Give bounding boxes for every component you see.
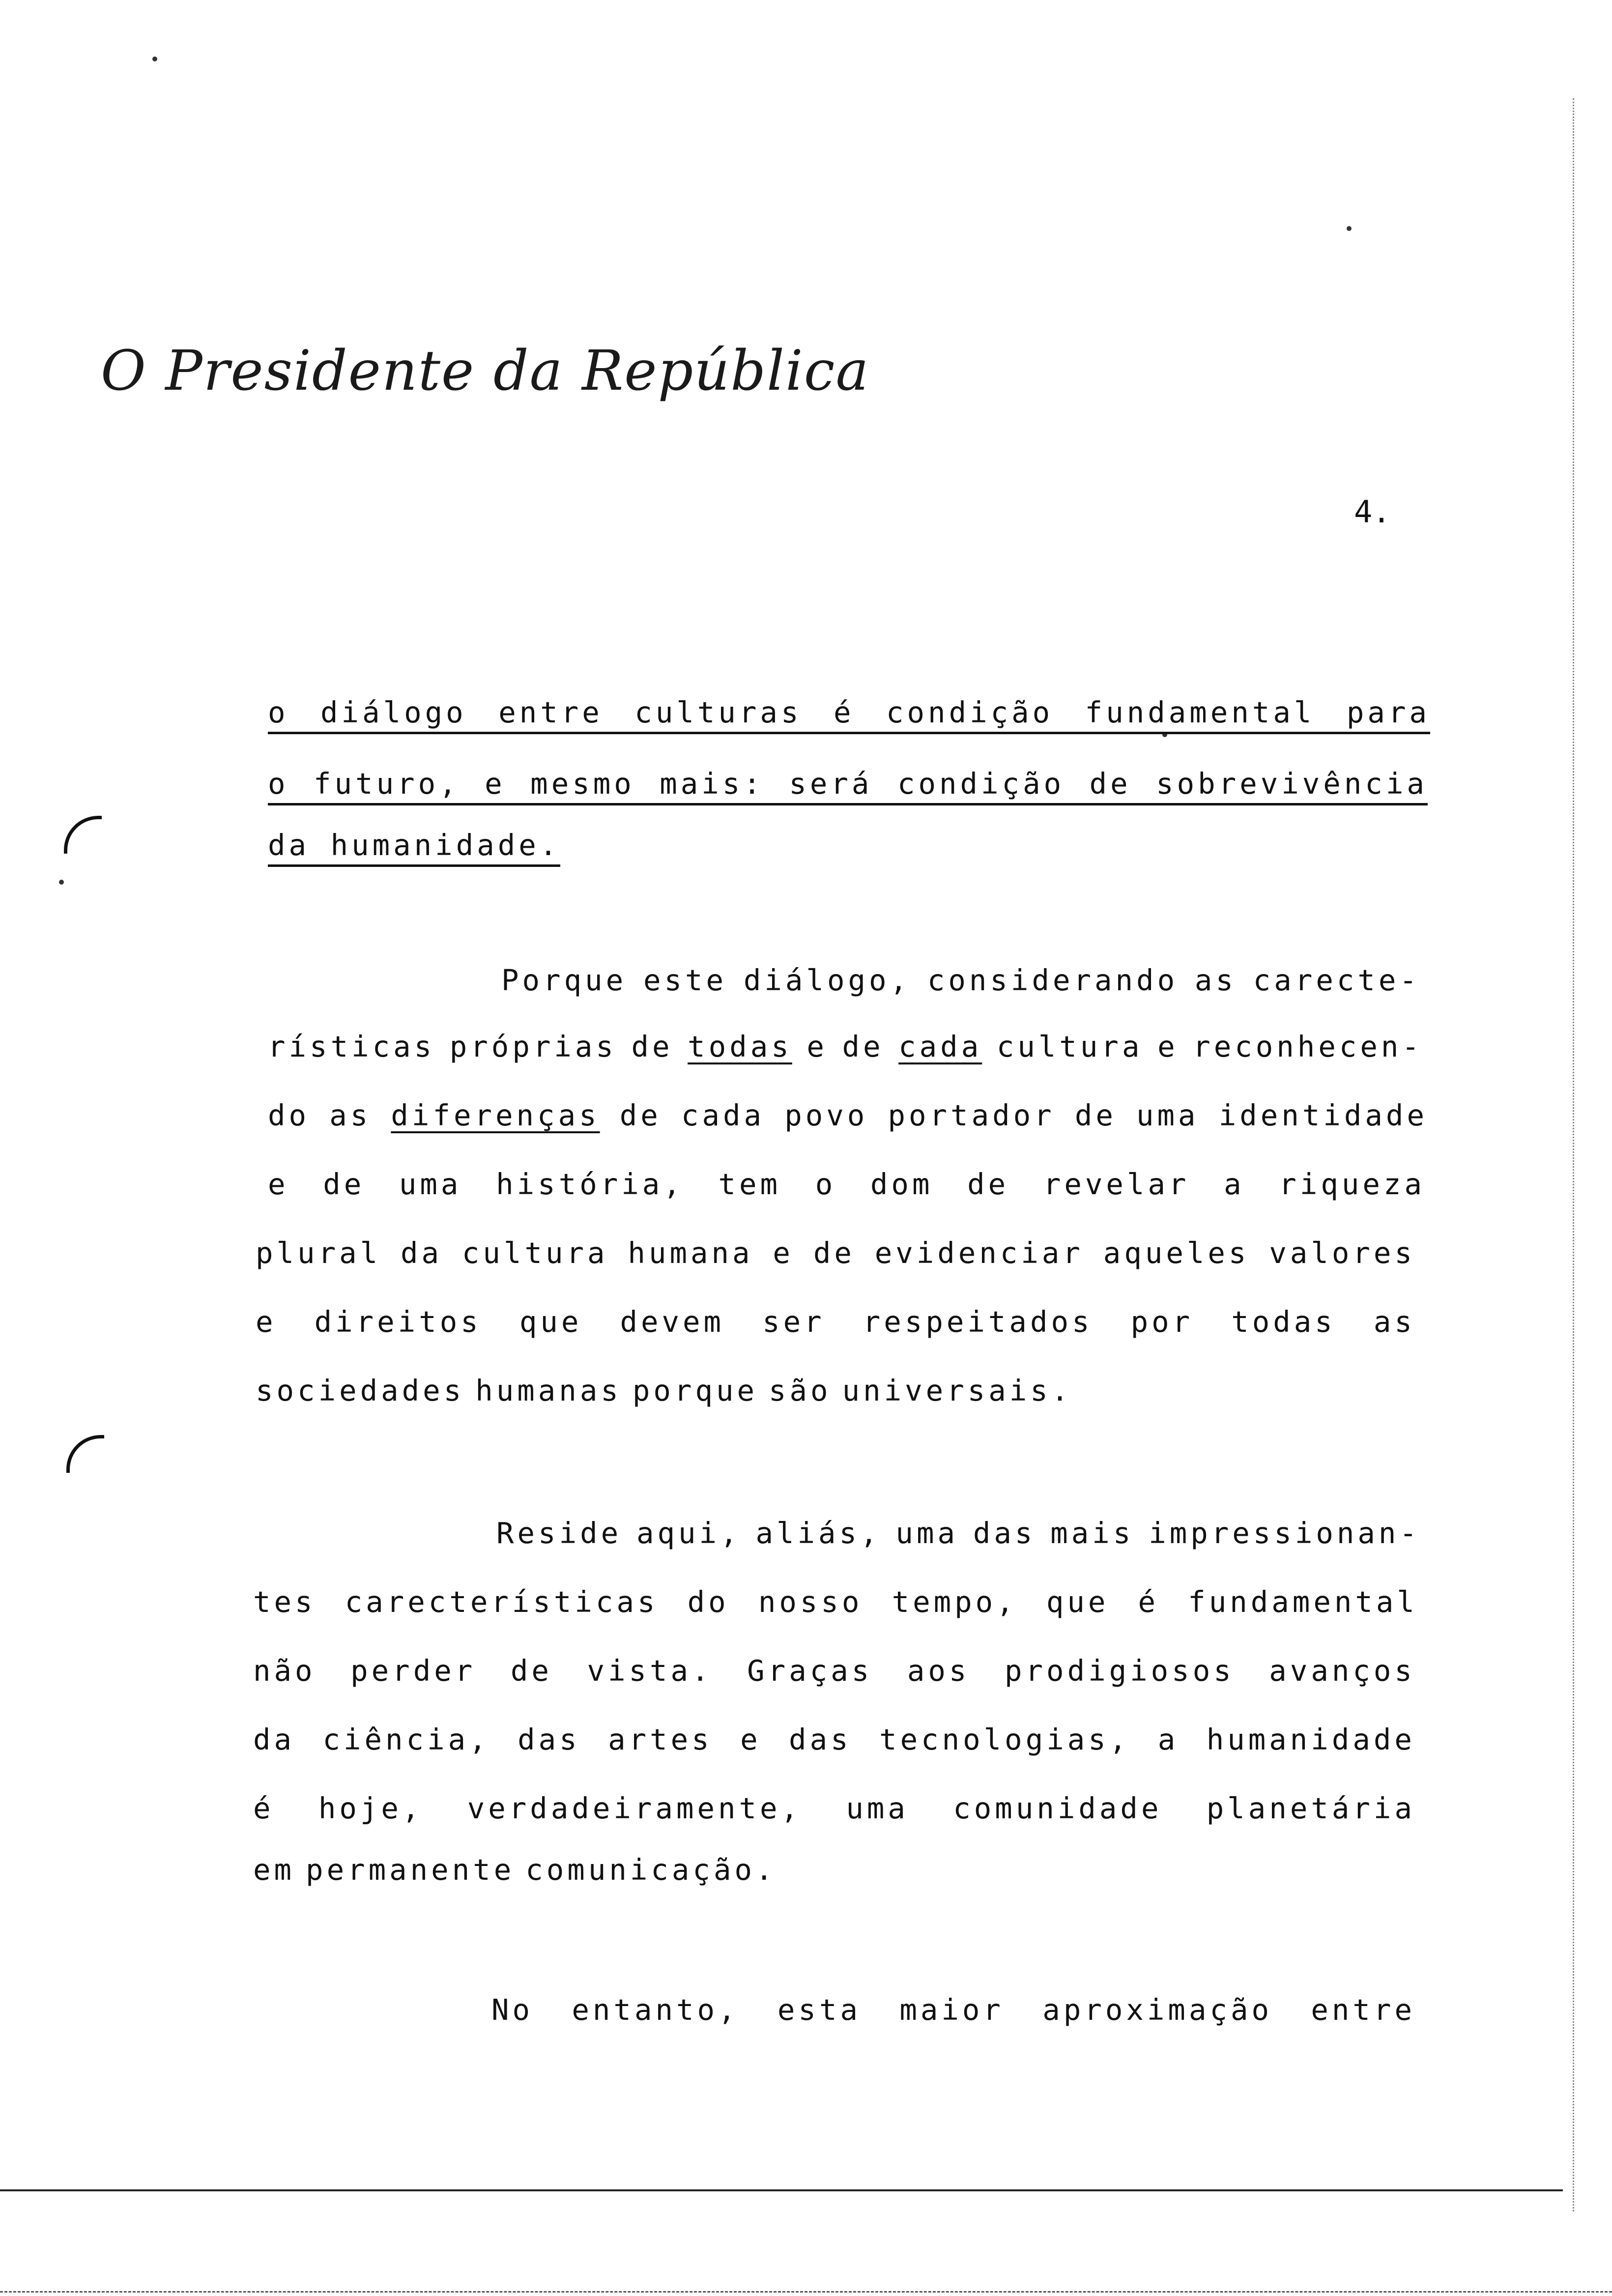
text-line: rísticas próprias de todas e de cada cultura e reconhecen- [268, 1030, 1423, 1063]
text-line: No entanto, esta maior aproximação entre [491, 1993, 1415, 2027]
text-line: plural da cultura humana e de evidenciar aqueles valores [256, 1236, 1415, 1270]
text-line: e de uma história, tem o dom de revelar a riqueza [268, 1167, 1425, 1201]
text-line: do as diferenças de cada povo portador de uma identidade [268, 1098, 1428, 1132]
margin-bracket-mark [66, 1435, 104, 1473]
text-line: o futuro, e mesmo mais: será condição de sobrevivência [268, 769, 1428, 805]
page-edge [1573, 98, 1574, 2211]
speck [1347, 226, 1352, 231]
letterhead: O Presidente da República [101, 339, 870, 403]
text-line: tes carecterísticas do nosso tempo, que é fundamental [253, 1585, 1418, 1619]
speck [59, 880, 64, 885]
text-line: é hoje, verdadeiramente, uma comunidade planetária [253, 1791, 1415, 1825]
text-line: da humanidade. [268, 831, 1433, 867]
text-line: e direitos que devem ser respeitados por todas as [256, 1305, 1415, 1339]
margin-bracket-mark [64, 816, 102, 854]
text-line: não perder de vista. Graças aos prodigiosos avanços [253, 1654, 1415, 1688]
text-line: da ciência, das artes e das tecnologias, a humanidade [253, 1722, 1415, 1756]
text-line: em permanente comunicação. [253, 1853, 777, 1887]
text-line: sociedades humanas porque são universais. [256, 1374, 1072, 1407]
text-line: Reside aqui, aliás, uma das mais impressionan- [496, 1516, 1420, 1550]
page-footer-rule [0, 2189, 1563, 2191]
speck [152, 57, 157, 61]
text-line: o diálogo entre culturas é condição fundamental para [268, 698, 1430, 734]
page-bottom-edge [0, 2291, 1612, 2293]
text-line: Porque este diálogo, considerando as carecte- [501, 963, 1420, 997]
page-number: 4. [1354, 494, 1391, 530]
